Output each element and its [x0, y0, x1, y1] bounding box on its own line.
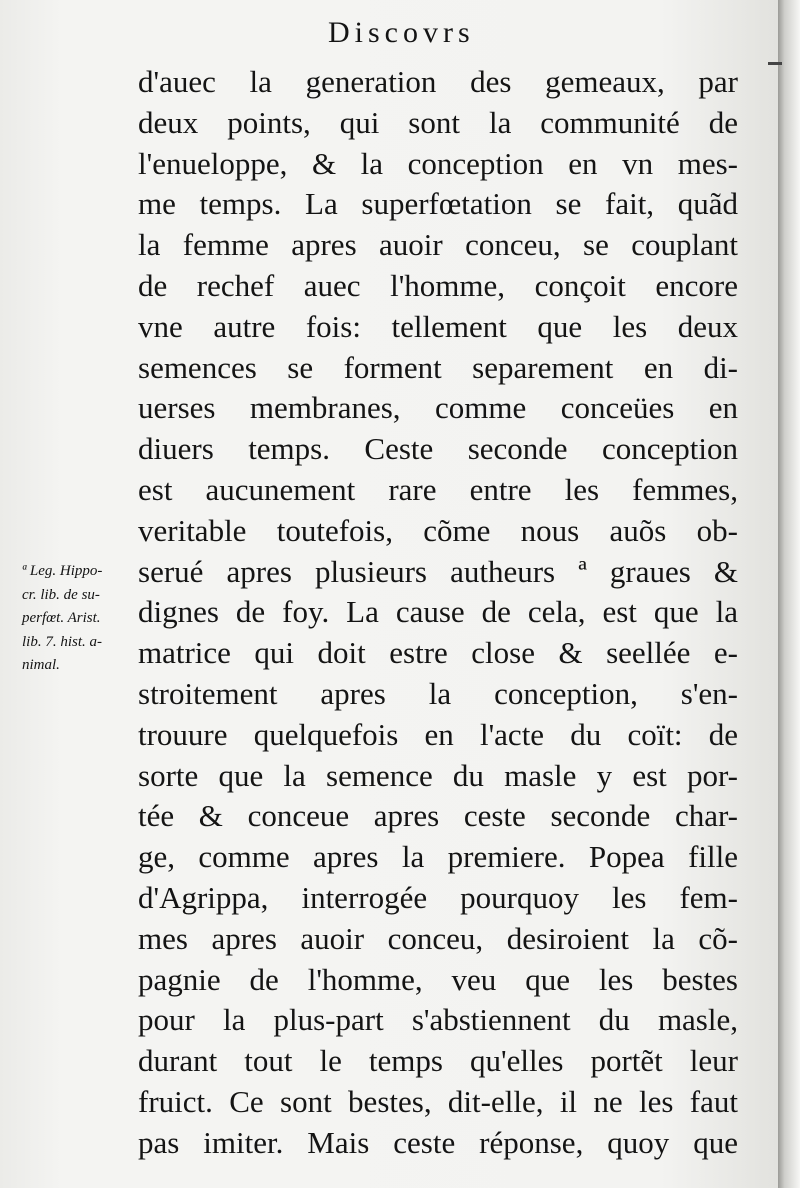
- text-line: stroitement apres la conception, s'en-: [138, 675, 738, 711]
- text-line: ge, comme apres la premiere. Popea fille: [138, 839, 738, 875]
- text-line: pagnie de l'homme, veu que les bestes: [138, 961, 738, 997]
- text-line: de rechef auec l'homme, conçoit encore: [138, 267, 738, 303]
- text-line: semences se forment separement en di-: [138, 349, 738, 385]
- text-line: pour la plus-part s'abstiennent du masle,: [138, 1002, 738, 1038]
- margin-note-line: lib. 7. hist. a-: [22, 633, 103, 650]
- running-header: Discovrs: [328, 16, 475, 49]
- text-line: diuers temps. Ceste seconde conception: [138, 431, 738, 467]
- page-edge-mark: [768, 62, 782, 65]
- text-line: pas imiter. Mais ceste réponse, quoy que: [138, 1124, 738, 1160]
- text-line: matrice qui doit estre close & seellée e-: [138, 635, 738, 671]
- text-line: la femme apres auoir conceu, se couplant: [138, 227, 738, 263]
- text-line: mes apres auoir conceu, desiroient la cõ-: [138, 920, 738, 956]
- bleed-through-page-number: [150, 30, 158, 60]
- text-line: trouure quelquefois en l'acte du coït: de: [138, 716, 738, 752]
- page-edge-shadow: [778, 0, 800, 1188]
- text-line: l'enueloppe, & la conception en vn mes-: [138, 145, 738, 181]
- text-line: tée & conceue apres ceste seconde char-: [138, 798, 738, 834]
- margin-note-line: ª Leg. Hippo-: [22, 563, 103, 579]
- marginal-citation-note: [22, 560, 142, 678]
- text-line: me temps. La superfœtation se fait, quãd: [138, 186, 738, 222]
- margin-note-line: cr. lib. de su-: [22, 586, 100, 603]
- text-line: d'auec la generation des gemeaux, par: [138, 64, 738, 99]
- text-line: veritable toutefois, cõme nous auõs ob-: [138, 512, 738, 548]
- text-line: deux points, qui sont la communité de: [138, 104, 738, 140]
- text-line: est aucunement rare entre les femmes,: [138, 471, 738, 507]
- main-text-block: [138, 62, 738, 1164]
- text-line: d'Agrippa, interrogée pourquoy les fem-: [138, 879, 738, 915]
- margin-note-line: nimal.: [22, 657, 60, 673]
- text-line: dignes de foy. La cause de cela, est que la: [138, 594, 738, 630]
- text-line: uerses membranes, comme conceües en: [138, 390, 738, 426]
- text-line: serué apres plusieurs autheurs ª graues &: [138, 553, 738, 589]
- text-line: fruict. Ce sont bestes, dit-elle, il ne les faut: [138, 1083, 738, 1119]
- text-line: sorte que la semence du masle y est por-: [138, 757, 738, 793]
- text-line: vne autre fois: tellement que les deux: [138, 308, 738, 344]
- margin-note-line: perfœt. Arist.: [22, 610, 101, 626]
- text-line: durant tout le temps qu'elles portẽt leur: [138, 1043, 738, 1079]
